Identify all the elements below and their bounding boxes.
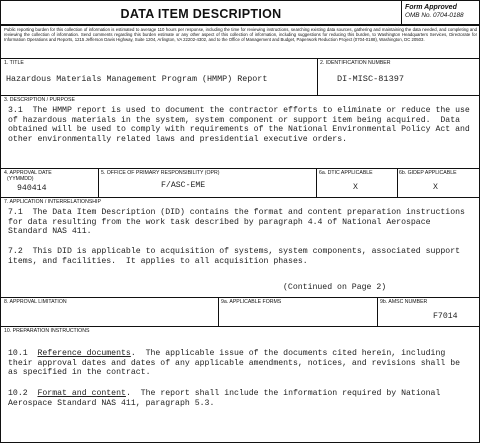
application-interrelationship-label: 7. APPLICATION / INTERRELATIONSHIP	[4, 199, 101, 205]
paragraph-10-2-number: 10.2	[8, 389, 38, 398]
description-purpose-text: 3.1 The HMMP report is used to document the contractor efforts to eliminate or reduce the use of hazardous materials in the system, system component or support item being acquired. Data obtained will be used to comply with requirements of the National Environmental Policy Act and other environmentally related laws and presidential executive orders.	[8, 106, 475, 144]
header-divider	[401, 1, 402, 24]
amsc-number-label: 9b. AMSC NUMBER	[380, 299, 428, 305]
preparation-paragraph-10-2	[8, 389, 474, 408]
identification-number-value: DI-MISC-81397	[337, 74, 405, 84]
approval-date-value: 940414	[17, 184, 47, 193]
dtic-applicable-label: 6a. DTIC APPLICABLE	[319, 170, 373, 176]
description-purpose-label: 3. DESCRIPTION / PURPOSE	[4, 97, 75, 103]
omb-number: OMB No. 0704-0188	[405, 12, 464, 19]
opr-label: 5. OFFICE OF PRIMARY RESPONSIBILITY (OPR)	[101, 170, 220, 176]
paragraph-10-1-heading: Reference documents	[37, 349, 131, 358]
approval-date-label: 4. APPROVAL DATE	[4, 170, 52, 176]
preparation-instructions-label: 10. PREPARATION INSTRUCTIONS	[4, 328, 90, 334]
paragraph-10-1-text: . The applicable issue of the documents cited herein, including their approval dates and dates of any applicable amendments, notices, and revisions shall be as specified in the contract.	[8, 349, 465, 378]
header-rule	[1, 24, 479, 26]
applicable-forms-label: 9a. APPLICABLE FORMS	[221, 299, 282, 305]
application-paragraph-7-1: 7.1 The Data Item Description (DID) contains the format and content preparation instructions for data resulting from the work task described by paragraph 4.4 of National Aerospace Standard NAS 411.	[8, 208, 470, 237]
form-title: DATA ITEM DESCRIPTION	[120, 7, 282, 21]
rule-row8-top	[1, 297, 479, 298]
rule-row7-top	[1, 197, 479, 198]
gidep-applicable-label: 6b. GIDEP APPLICABLE	[399, 170, 457, 176]
paragraph-10-2-text: . The report shall include the information required by National Aerospace Standard NAS 411, paragraph 5.3.	[8, 389, 446, 408]
title-value: Hazardous Materials Management Program (HMMP) Report	[6, 74, 268, 84]
approval-limitation-label: 8. APPROVAL LIMITATION	[4, 299, 67, 305]
identification-number-label: 2. IDENTIFICATION NUMBER	[320, 60, 391, 66]
dtic-applicable-value: X	[353, 183, 358, 192]
amsc-number-value: F7014	[433, 312, 458, 321]
application-paragraph-7-2: 7.2 This DID is applicable to acquisition of systems, system components, associated support items, and facilities. It applies to all acquisition phases.	[8, 247, 465, 266]
rule-row3-top	[1, 95, 479, 96]
preparation-paragraph-10-1	[8, 349, 474, 378]
paragraph-10-2-heading: Format and content	[37, 389, 126, 398]
rule-4-5-divider	[98, 168, 99, 197]
burden-statement: Public reporting burden for this collection of information is estimated to average 110 hours per response, including the time for reviewing instructions, searching existing data sources, gathering and maintaining the data needed, and completing and reviewing the collection of information. Send comments regarding this burden estimate or any other aspect of this collection of information, including suggestions for reducing this burden, to Washington Headquarters Services, Directorate for Information Operations and Reports, 1215 Jefferson Davis Highway, Suite 1204, Arlington, VA 22202-4302, and to the Office of Management and Budget, Paperwork Reduction Project (0704-0188), Washington, DC 20503.	[4, 27, 477, 43]
rule-row1-top	[1, 58, 479, 59]
rule-8-9a-divider	[218, 297, 219, 326]
title-label: 1. TITLE	[4, 60, 24, 66]
opr-value: F/ASC-EME	[161, 181, 206, 190]
paragraph-10-1-number: 10.1	[8, 349, 38, 358]
approval-date-format: (YYMMDD)	[7, 176, 34, 182]
rule-title-id-divider	[317, 58, 318, 95]
rule-row10-top	[1, 326, 479, 327]
rule-6a-6b-divider	[397, 168, 398, 197]
rule-9a-9b-divider	[377, 297, 378, 326]
rule-5-6a-divider	[316, 168, 317, 197]
continued-note: (Continued on Page 2)	[283, 283, 387, 292]
gidep-applicable-value: X	[433, 183, 438, 192]
rule-row4-top	[1, 168, 479, 169]
form-approved-label: Form Approved	[405, 4, 457, 11]
